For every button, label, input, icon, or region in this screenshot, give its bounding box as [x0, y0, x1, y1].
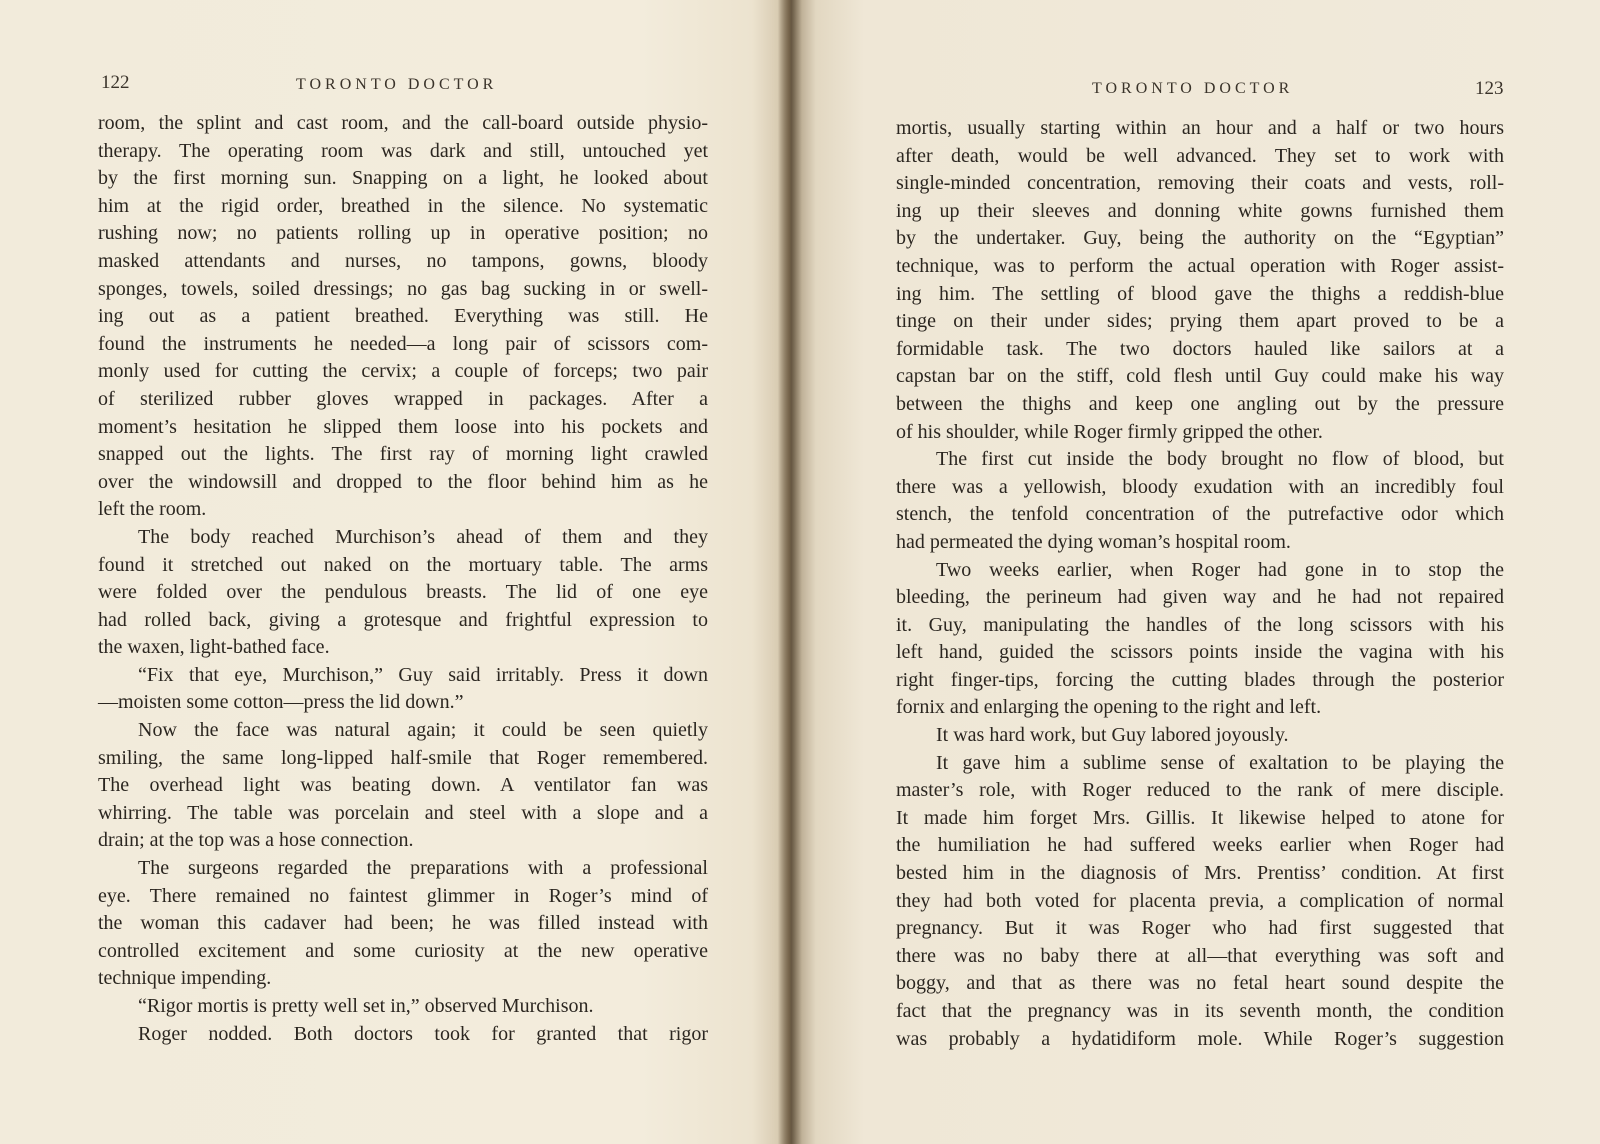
text-line: the humiliation he had suffered weeks earlier when Roger had: [896, 834, 1504, 857]
text-line: left the room.: [98, 498, 207, 521]
text-line: mortis, usually starting within an hour and a half or two hours: [896, 117, 1504, 139]
text-line: of his shoulder, while Roger firmly gripped the other.: [896, 420, 1323, 443]
text-line: had rolled back, giving a grotesque and frightful expression to: [98, 608, 708, 631]
text-line: found the instruments he needed—a long pair of scissors com-: [98, 332, 708, 355]
text-line: tinge on their under sides; prying them apart proved to be a: [896, 310, 1504, 333]
text-line: bleeding, the perineum had given way and he had not repaired: [896, 586, 1504, 609]
text-line: him at the rigid order, breathed in the silence. No systematic: [98, 194, 708, 217]
text-line: The body reached Murchison’s ahead of them and they: [138, 525, 708, 548]
text-line: Roger nodded. Both doctors took for granted that rigor: [138, 1022, 708, 1045]
text-line: smiling, the same long-lipped half-smile that Roger remembered.: [98, 746, 708, 769]
text-line: fact that the pregnancy was in its seventh month, the condition: [896, 1000, 1504, 1022]
running-head: TORONTO DOCTOR: [1092, 80, 1294, 97]
text-line: by the undertaker. Guy, being the authority on the “Egyptian”: [896, 227, 1504, 250]
text-line: by the first morning sun. Snapping on a light, he looked about: [98, 167, 708, 190]
text-line: masked attendants and nurses, no tampons, gowns, bloody: [98, 249, 708, 272]
text-line: master’s role, with Roger reduced to the rank of mere disciple.: [896, 779, 1504, 802]
text-line: ing him. The settling of blood gave the thighs a reddish-blue: [896, 282, 1504, 305]
text-line: therapy. The operating room was dark and still, untouched yet: [98, 139, 708, 162]
text-line: “Rigor mortis is pretty well set in,” observed Murchison.: [138, 995, 594, 1017]
page-number: 123: [1475, 78, 1504, 99]
text-line: ing out as a patient breathed. Everything was still. He: [98, 305, 708, 328]
text-line: there was no baby there at all—that everything was soft and: [896, 944, 1504, 967]
text-line: stench, the tenfold concentration of the putrefactive odor which: [896, 503, 1504, 526]
text-line: Two weeks earlier, when Roger had gone in to stop the: [936, 558, 1504, 581]
right-page: [800, 0, 1600, 1144]
text-line: sponges, towels, soiled dressings; no gas bag sucking in or swell-: [98, 277, 708, 300]
text-line: pregnancy. But it was Roger who had first suggested that: [896, 917, 1504, 940]
text-line: The overhead light was beating down. A ventilator fan was: [98, 774, 708, 797]
text-line: over the windowsill and dropped to the floor behind him as he: [98, 470, 708, 493]
text-line: fornix and enlarging the opening to the right and left.: [896, 696, 1322, 719]
text-line: they had both voted for placenta previa, a complication of normal: [896, 889, 1504, 912]
text-line: drain; at the top was a hose connection.: [98, 829, 414, 852]
text-line: capstan bar on the stiff, cold flesh until Guy could make his way: [896, 365, 1504, 388]
text-line: monly used for cutting the cervix; a couple of forceps; two pair: [98, 360, 708, 383]
text-line: the woman this cadaver had been; he was filled instead with: [98, 912, 708, 935]
text-line: right finger-tips, forcing the cutting blades through the posterior: [896, 668, 1504, 691]
text-line: technique, was to perform the actual operation with Roger assist-: [896, 254, 1504, 277]
text-line: found it stretched out naked on the mortuary table. The arms: [98, 553, 708, 576]
text-line: there was a yellowish, bloody exudation with an incredibly foul: [896, 475, 1504, 498]
page-body: [98, 110, 708, 1048]
text-line: had permeated the dying woman’s hospital room.: [896, 530, 1291, 553]
text-line: bested him in the diagnosis of Mrs. Prentiss’ condition. At first: [896, 862, 1504, 885]
text-line: controlled excitement and some curiosity at the new operative: [98, 939, 708, 962]
text-line: eye. There remained no faintest glimmer in Roger’s mind of: [98, 884, 708, 907]
text-line: rushing now; no patients rolling up in operative position; no: [98, 222, 708, 245]
text-line: moment’s hesitation he slipped them loose into his pockets and: [98, 415, 708, 438]
text-line: snapped out the lights. The first ray of morning light crawled: [98, 443, 708, 466]
text-line: boggy, and that as there was no fetal heart sound despite the: [896, 972, 1504, 995]
text-line: of sterilized rubber gloves wrapped in packages. After a: [98, 387, 708, 410]
text-line: It made him forget Mrs. Gillis. It likewise helped to atone for: [896, 806, 1504, 829]
text-line: It was hard work, but Guy labored joyously.: [936, 724, 1289, 747]
text-line: whirring. The table was porcelain and steel with a slope and a: [98, 801, 708, 824]
text-line: were folded over the pendulous breasts. The lid of one eye: [98, 581, 708, 604]
text-line: single-minded concentration, removing their coats and vests, roll-: [896, 172, 1504, 195]
text-line: The first cut inside the body brought no flow of blood, but: [936, 448, 1504, 471]
running-head: TORONTO DOCTOR: [296, 76, 498, 93]
left-page: [0, 0, 790, 1144]
text-line: after death, would be well advanced. They set to work with: [896, 144, 1504, 167]
text-line: The surgeons regarded the preparations with a professional: [138, 857, 708, 880]
text-line: was probably a hydatidiform mole. While Roger’s suggestion: [896, 1027, 1504, 1050]
text-line: —moisten some cotton—press the lid down.”: [98, 691, 464, 714]
text-line: formidable task. The two doctors hauled like sailors at a: [896, 337, 1504, 360]
page-number: 122: [101, 72, 130, 93]
text-line: room, the splint and cast room, and the call-board outside physio-: [98, 112, 708, 134]
text-line: technique impending.: [98, 967, 272, 990]
page-body: [896, 115, 1504, 1053]
text-line: the waxen, light-bathed face.: [98, 636, 330, 659]
text-line: “Fix that eye, Murchison,” Guy said irritably. Press it down: [138, 663, 708, 686]
text-line: It gave him a sublime sense of exaltation to be playing the: [936, 751, 1504, 774]
text-line: it. Guy, manipulating the handles of the long scissors with his: [896, 613, 1504, 636]
text-line: ing up their sleeves and donning white gowns furnished them: [896, 199, 1504, 222]
text-line: left hand, guided the scissors points inside the vagina with his: [896, 641, 1504, 664]
text-line: Now the face was natural again; it could be seen quietly: [138, 719, 708, 742]
text-line: between the thighs and keep one angling out by the pressure: [896, 392, 1504, 415]
